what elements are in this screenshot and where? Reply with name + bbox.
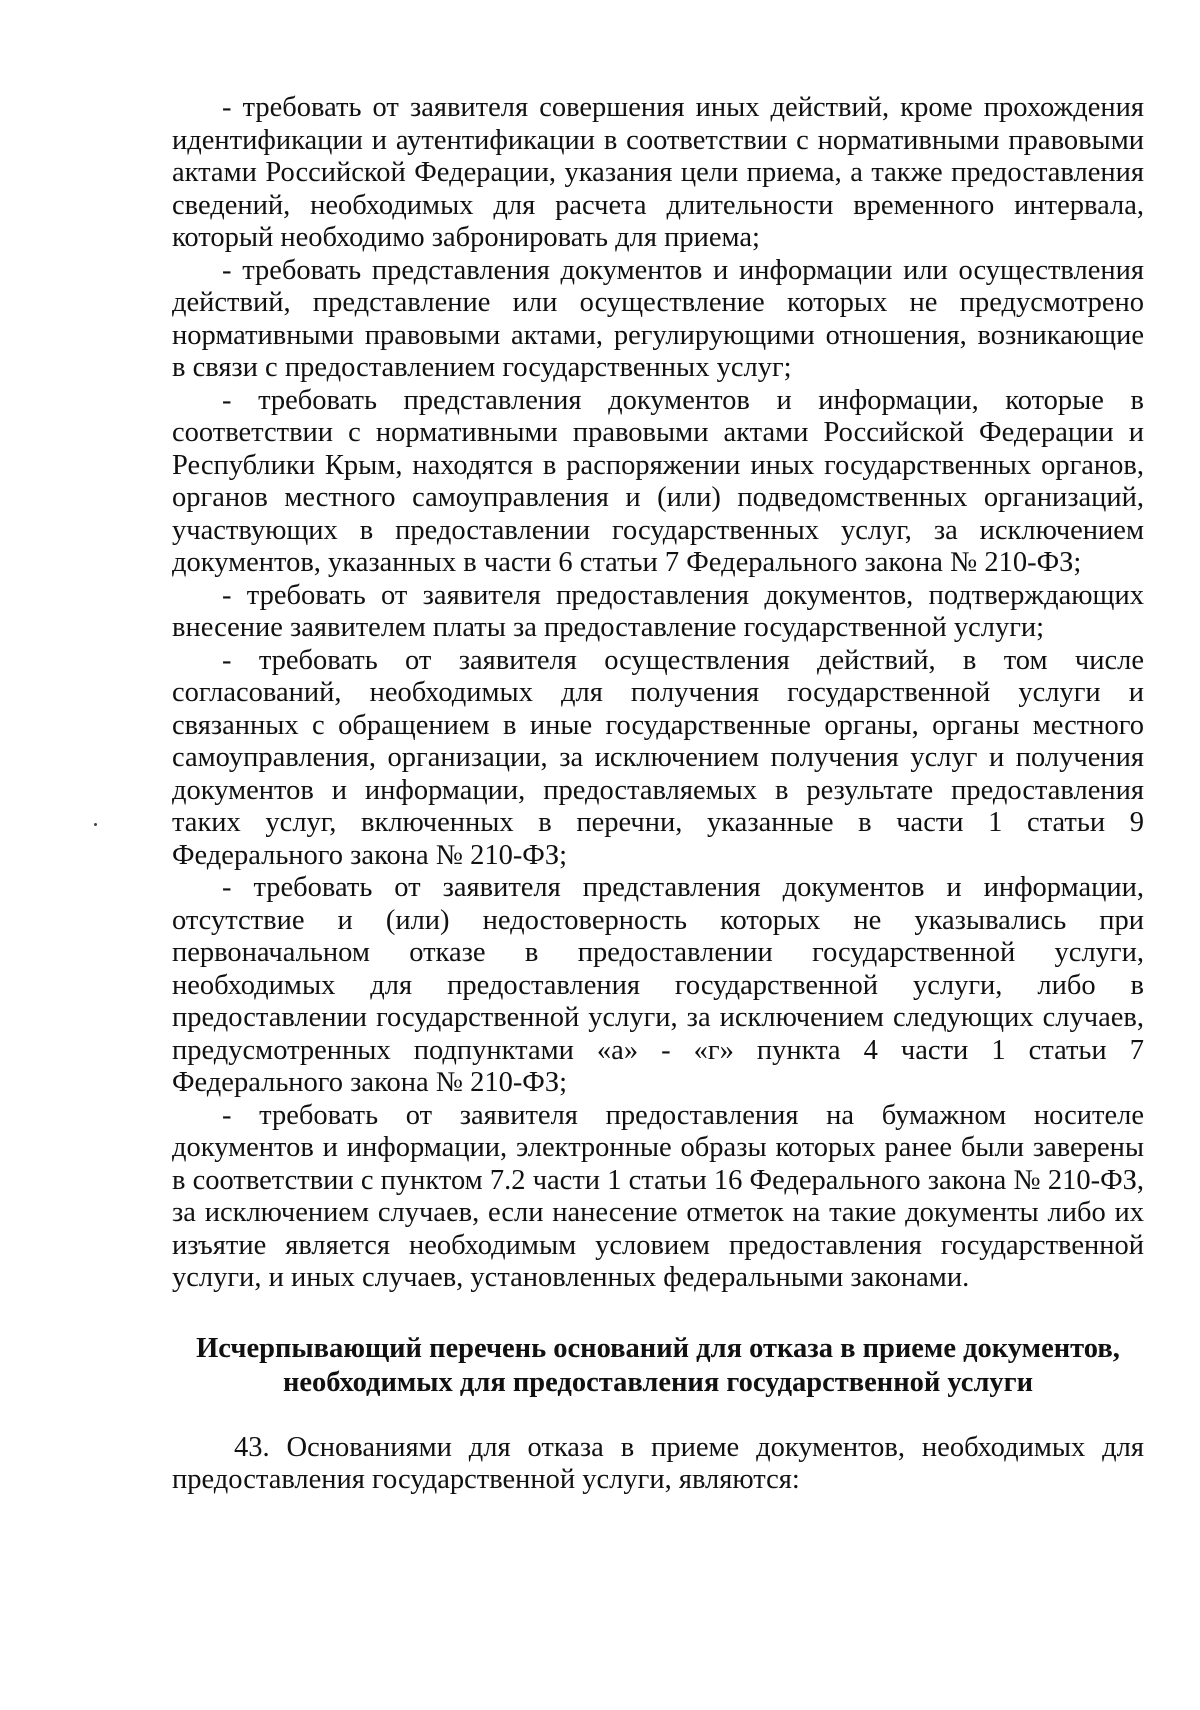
list-item: - требовать представления документов и информации, которые в соответствии с нормативными правовыми актами Российской Федерации и Республики Крым, находятся в распоряжении иных государственных органов, органов местного самоуправления и (или) подведомственных организаций, участвующих в предоставлении государственных услуг, за исключением документов, указанных в части 6 статьи 7 Федерального закона № 210-ФЗ; bbox=[172, 384, 1144, 578]
list-item: - требовать от заявителя осуществления действий, в том числе согласований, необходимых для получения государственной услуги и связанных с обращением в иные государственные органы, органы местного самоуправления, организации, за исключением получения услуг и получения документов и информации, предоставляемых в результате предоставления таких услуг, включенных в перечни, указанные в части 1 статьи 9 Федерального закона № 210-ФЗ; bbox=[172, 644, 1144, 871]
section-heading bbox=[172, 1332, 1144, 1400]
document-body bbox=[172, 92, 1144, 1497]
list-item: - требовать представления документов и информации или осуществления действий, представление или осуществление которых не предусмотрено нормативными правовыми актами, регулирующими отношения, возникающие в связи с предоставлением государственных услуг; bbox=[172, 254, 1144, 383]
list-item: - требовать от заявителя представления документов и информации, отсутствие и (или) недостоверность которых не указывались при первоначальном отказе в предоставлении государственной услуги, необходимых для предоставления государственной услуги, либо в предоставлении государственной услуги, за исключением следующих случаев, предусмотренных подпунктами «а» - «г» пункта 4 части 1 статьи 7 Федерального закона № 210-ФЗ; bbox=[172, 872, 1144, 1098]
section-heading-line-2: необходимых для предоставления государственной услуги bbox=[282, 1366, 1034, 1398]
section-heading-line-1: Исчерпывающий перечень оснований для отказа в приеме документов, bbox=[196, 1332, 1120, 1364]
list-item: - требовать от заявителя предоставления на бумажном носителе документов и информации, электронные образы которых ранее были заверены в соответствии с пунктом 7.2 части 1 статьи 16 Федерального закона № 210-ФЗ, за исключением случаев, если нанесение отметок на такие документы либо их изъятие является необходимым условием предоставления государственной услуги, и иных случаев, установленных федеральными законами. bbox=[172, 1099, 1144, 1293]
list-item: - требовать от заявителя совершения иных действий, кроме прохождения идентификации и аутентификации в соответствии с нормативными правовыми актами Российской Федерации, указания цели приема, а также предоставления сведений, необходимых для расчета длительности временного интервала, который необходимо забронировать для приема; bbox=[172, 92, 1144, 253]
numbered-paragraph: 43. Основаниями для отказа в приеме документов, необходимых для предоставления государственной услуги, являются: bbox=[172, 1431, 1144, 1495]
list-item: - требовать от заявителя предоставления документов, подтверждающих внесение заявителем платы за предоставление государственной услуги; bbox=[172, 579, 1144, 643]
scan-speck bbox=[94, 823, 97, 826]
